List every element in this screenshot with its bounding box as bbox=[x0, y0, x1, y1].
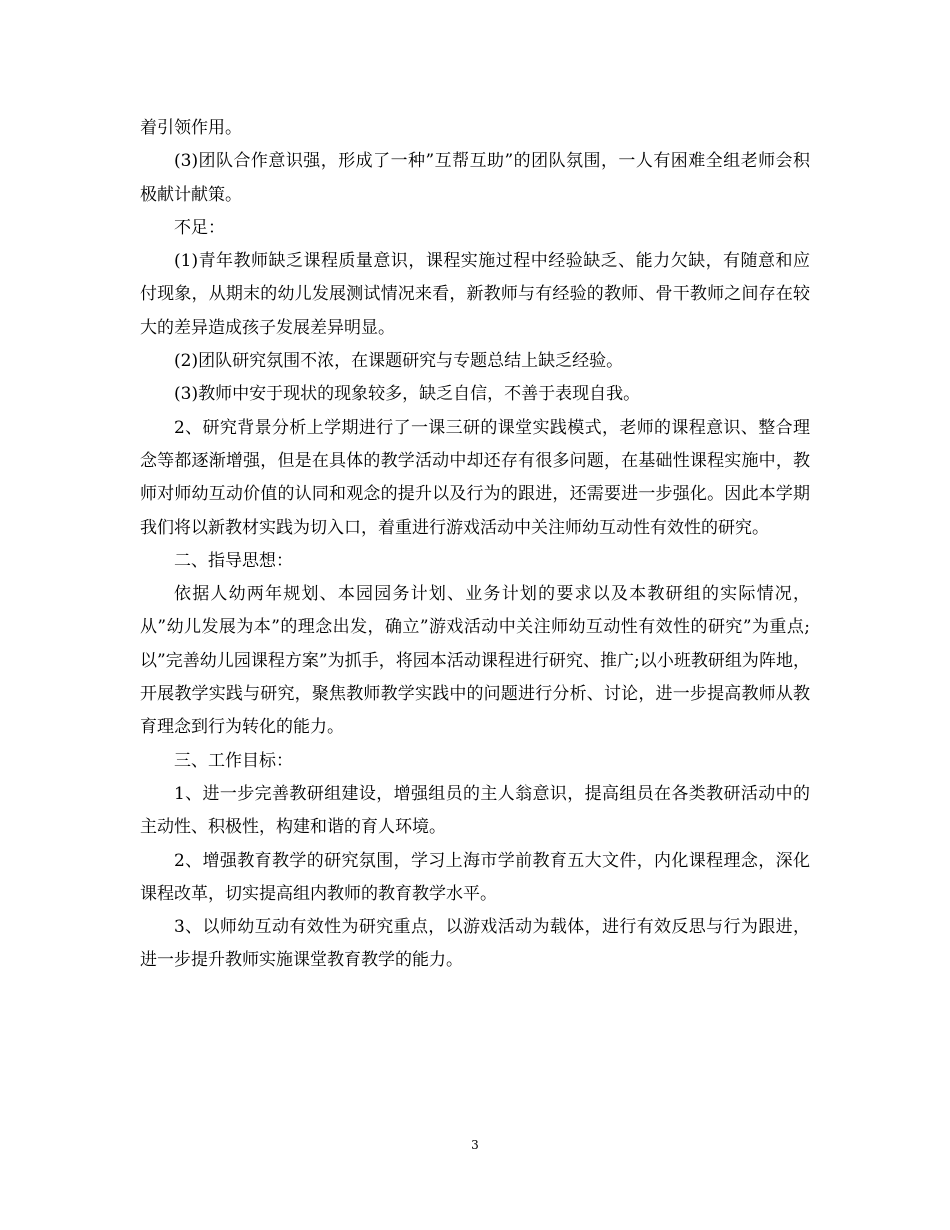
paragraph: (3)团队合作意识强，形成了一种”互帮互助”的团队氛围，一人有困难全组老师会积极献计献策。 bbox=[140, 151, 810, 205]
paragraph: 2、研究背景分析上学期进行了一课三研的课堂实践模式，老师的课程意识、整合理念等都逐渐增强，但是在具体的教学活动中却还存有很多问题，在基础性课程实施中，教师对师幼互动价值的认同和观念的提升以及行为的跟进，还需要进一步强化。因此本学期我们将以新教材实践为切入口，着重进行游戏活动中关注师幼互动性有效性的研究。 bbox=[140, 417, 810, 538]
paragraph: 3、以师幼互动有效性为研究重点，以游戏活动为载体，进行有效反思与行为跟进，进一步提升教师实施课堂教育教学的能力。 bbox=[140, 917, 810, 971]
page-number: 3 bbox=[471, 1138, 479, 1152]
paragraph: (1)青年教师缺乏课程质量意识，课程实施过程中经验缺乏、能力欠缺，有随意和应付现象，从期末的幼儿发展测试情况来看，新教师与有经验的教师、骨干教师之间存在较大的差异造成孩子发展差异明显。 bbox=[140, 251, 810, 338]
paragraph: (2)团队研究氛围不浓，在课题研究与专题总结上缺乏经验。 bbox=[174, 351, 624, 372]
paragraph: 1、进一步完善教研组建设，增强组员的主人翁意识，提高组员在各类教研活动中的主动性、积极性，构建和谐的育人环境。 bbox=[140, 783, 810, 838]
section-label: 不足： bbox=[174, 217, 225, 238]
body-text bbox=[140, 112, 810, 978]
section-heading: 三、工作目标： bbox=[174, 750, 293, 771]
paragraph: 依据人幼两年规划、本园园务计划、业务计划的要求以及本教研组的实际情况，从”幼儿发展为本”的理念出发，确立”游戏活动中关注师幼互动性有效性的研究”为重点;以”完善幼儿园课程方案”为抓手，将园本活动课程进行研究、推广;以小班教研组为阵地，开展教学实践与研究，聚焦教师教学实践中的问题进行分析、讨论，进一步提高教师从教育理念到行为转化的能力。 bbox=[140, 584, 810, 738]
paragraph: 2、增强教育教学的研究氛围，学习上海市学前教育五大文件，内化课程理念，深化课程改革，切实提高组内教师的教育教学水平。 bbox=[140, 850, 810, 904]
paragraph: (3)教师中安于现状的现象较多，缺乏自信，不善于表现自我。 bbox=[174, 384, 641, 405]
paragraph: 着引领作用。 bbox=[140, 118, 242, 138]
section-heading: 二、指导思想： bbox=[174, 550, 293, 571]
